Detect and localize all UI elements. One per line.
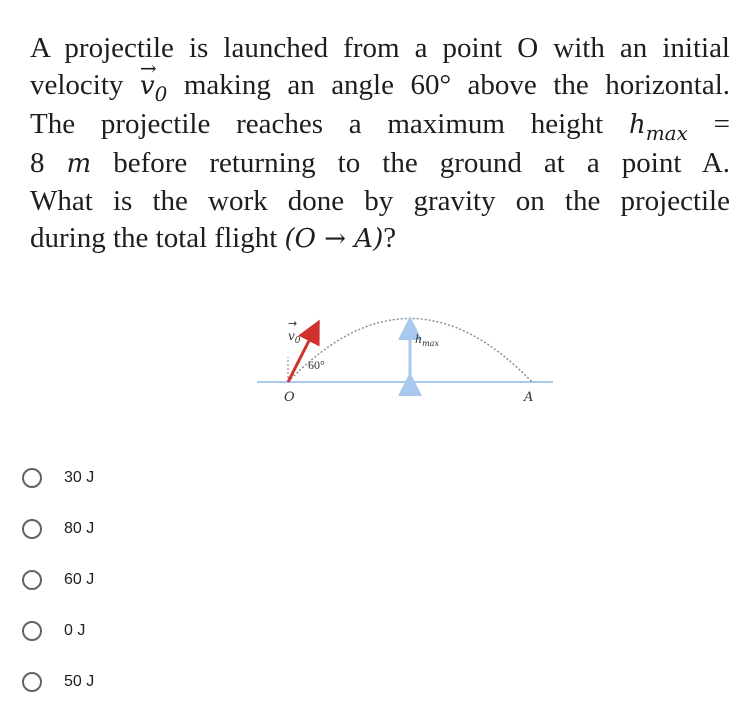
question-text	[30, 30, 730, 258]
question-line: A projectile is launched from a point O with an initial	[30, 32, 730, 64]
radio-button[interactable]	[22, 519, 42, 539]
option-30j[interactable]	[22, 452, 94, 503]
option-0j[interactable]	[22, 605, 94, 656]
question-line: velocity → $v_0$ making an angle 60° above the horizontal.	[30, 67, 730, 106]
landing-label: A	[524, 390, 534, 405]
question-line: The projectile reaches a maximum height $h_{max}$ =	[30, 108, 730, 145]
velocity-vector-arrow: →	[288, 317, 298, 330]
option-label: 30 J	[64, 468, 95, 486]
option-80j[interactable]	[22, 503, 94, 554]
option-label: 60 J	[64, 570, 95, 588]
option-label: 0 J	[64, 621, 86, 639]
radio-button[interactable]	[22, 621, 42, 641]
projectile-diagram	[255, 285, 555, 410]
option-label: 80 J	[64, 519, 95, 537]
option-60j[interactable]	[22, 554, 94, 605]
question-line: What is the work done by gravity on the projectile	[30, 185, 730, 217]
hmax-label: $h_{max}$	[415, 333, 439, 348]
velocity-symbol: → $v_0$	[140, 68, 167, 106]
answer-options	[22, 452, 94, 707]
question-line: during the total flight (O → A)?	[30, 222, 397, 254]
option-label: 50 J	[64, 672, 95, 690]
question-line: 8 m before returning to the ground at a point A.	[30, 147, 731, 179]
velocity-label: $v_0$	[288, 329, 301, 346]
origin-label: O	[284, 390, 295, 405]
radio-button[interactable]	[22, 672, 42, 692]
radio-button[interactable]	[22, 570, 42, 590]
hmax-symbol: $h_{max}$	[628, 110, 688, 145]
option-50j[interactable]	[22, 656, 94, 707]
radio-button[interactable]	[22, 468, 42, 488]
angle-label: 60°	[308, 358, 325, 372]
